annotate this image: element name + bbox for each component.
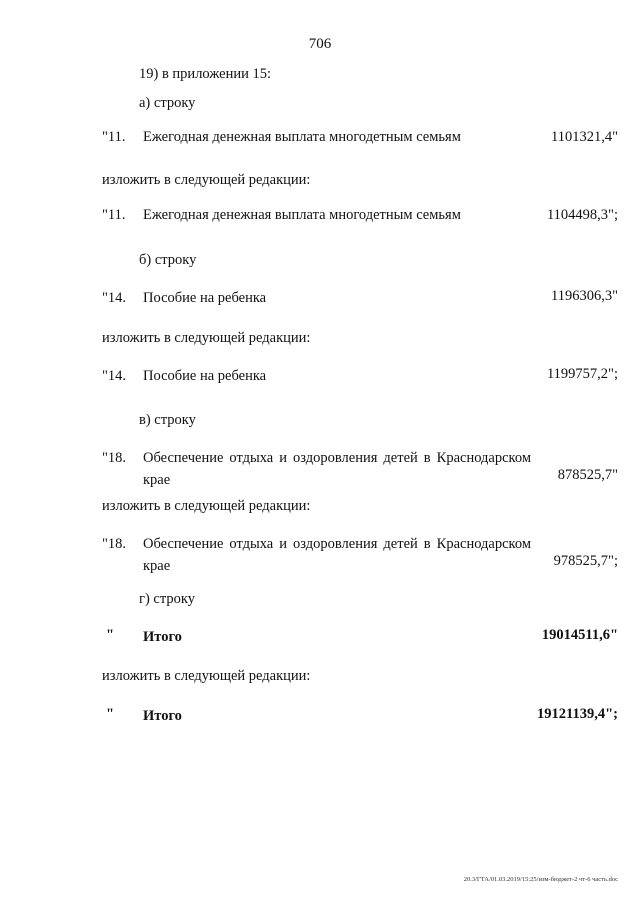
replace-phrase: изложить в следующей редакции:	[102, 172, 311, 188]
row-new-number: "18.	[102, 536, 127, 552]
footer-file-path: 20.3/ГТА/01.03.2019/15:25/изм-бюджет-2 чт-6 часть.doc	[463, 876, 618, 883]
row-old-description: Итого	[143, 629, 182, 645]
sub-label-c: в) строку	[139, 412, 196, 428]
row-new-number: "14.	[102, 368, 127, 384]
replace-phrase: изложить в следующей редакции:	[102, 498, 311, 514]
sub-label-d: г) строку	[139, 591, 195, 607]
row-new-number: "11.	[102, 207, 126, 223]
replace-phrase: изложить в следующей редакции:	[102, 668, 311, 684]
row-new-description: Пособие на ребенка	[143, 368, 267, 384]
sub-label-a: а) строку	[139, 95, 196, 111]
row-new-value: 1199757,2";	[546, 366, 618, 382]
row-new-value: 1104498,3";	[546, 207, 618, 223]
row-old-value: 878525,7"	[557, 467, 618, 483]
row-old-description: Пособие на ребенка	[143, 290, 267, 306]
row-old-value: 1196306,3"	[550, 288, 618, 304]
row-old-number: "11.	[102, 129, 126, 145]
page-number: 706	[308, 36, 332, 52]
row-old-description: Обеспечение отдыха и оздоровления детей в Краснодарском крае	[143, 450, 531, 488]
row-old-number: "14.	[102, 290, 127, 306]
replace-phrase: изложить в следующей редакции:	[102, 330, 311, 346]
row-old-number: "	[106, 627, 115, 643]
row-new-description: Итого	[143, 708, 182, 724]
row-new-value: 19121139,4";	[537, 706, 618, 722]
row-new-description: Обеспечение отдыха и оздоровления детей в Краснодарском крае	[143, 536, 531, 574]
sub-label-b: б) строку	[139, 252, 197, 268]
row-new-number: "	[106, 706, 115, 722]
row-new-description: Ежегодная денежная выплата многодетным семьям	[143, 207, 461, 223]
row-new-value: 978525,7";	[553, 553, 618, 569]
row-old-description: Ежегодная денежная выплата многодетным семьям	[143, 129, 461, 145]
row-old-value: 1101321,4"	[550, 129, 618, 145]
row-old-number: "18.	[102, 450, 127, 466]
row-old-value: 19014511,6"	[541, 627, 618, 643]
intro-line: 19) в приложении 15:	[139, 66, 272, 82]
